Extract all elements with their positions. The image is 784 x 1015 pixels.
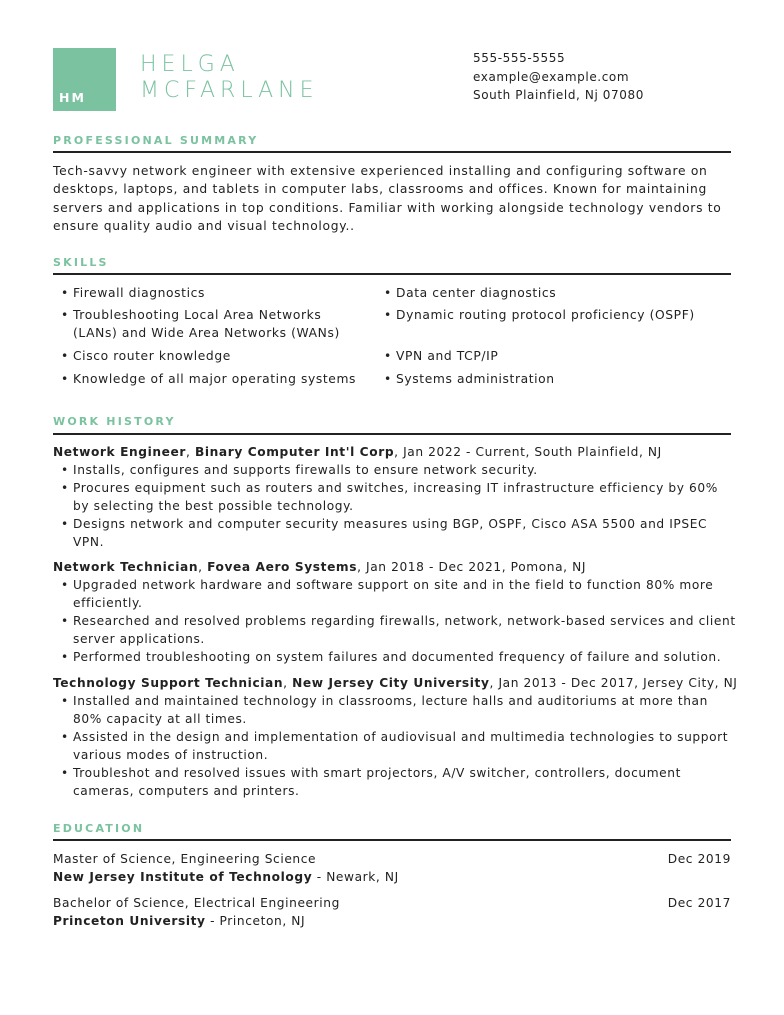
section-divider — [53, 151, 731, 153]
edu-location: - Princeton, NJ — [205, 914, 306, 928]
work-heading: WORK HISTORY — [53, 415, 176, 428]
skill-item: • Firewall diagnostics — [61, 284, 363, 302]
job-bullet: • Installs, configures and supports firewalls to ensure network security. — [61, 461, 738, 479]
job-bullet: • Installed and maintained technology in classrooms, lecture halls and auditoriums at more than 80% capacity at all times. — [61, 692, 738, 728]
education-heading: EDUCATION — [53, 822, 145, 835]
email: example@example.com — [473, 69, 630, 84]
skill-item: • Dynamic routing protocol proficiency (OSPF) — [384, 306, 736, 324]
job-title: Network Engineer — [53, 445, 187, 459]
edu-school: Princeton University — [53, 914, 206, 928]
edu-degree: Master of Science, Engineering Science — [53, 852, 317, 866]
section-divider — [53, 839, 731, 841]
job-bullet: • Designs network and computer security measures using BGP, OSPF, Cisco ASA 5500 and IPSEC VPN. — [61, 515, 738, 551]
job-header: Technology Support Technician, New Jersey City University, Jan 2013 - Dec 2017, Jersey City, NJ — [53, 676, 738, 690]
job-company: New Jersey City University — [292, 676, 490, 690]
skill-item: • Data center diagnostics — [384, 284, 736, 302]
summary-heading: PROFESSIONAL SUMMARY — [53, 134, 259, 147]
job-title: Technology Support Technician — [53, 676, 284, 690]
edu-date: Dec 2019 — [667, 852, 731, 866]
edu-school: New Jersey Institute of Technology — [53, 870, 313, 884]
job-title: Network Technician — [53, 560, 199, 574]
edu-date: Dec 2017 — [667, 896, 731, 910]
last-name: MCFARLANE — [140, 78, 319, 103]
job-bullet: • Researched and resolved problems regarding firewalls, network, network-based services and client server applications. — [61, 612, 738, 648]
skill-item: • VPN and TCP/IP — [384, 347, 736, 365]
candidate-name — [140, 52, 318, 104]
section-divider — [53, 273, 731, 275]
edu-location: - Newark, NJ — [312, 870, 399, 884]
job-company: Fovea Aero Systems — [207, 560, 358, 574]
edu-school-line — [53, 868, 399, 886]
summary-text: Tech-savvy network engineer with extensive experienced installing and configuring software on desktops, laptops, and tablets in computer labs, classrooms and offices. Known for maintaining servers and applications in top conditions. Familiar with working alongside technology vendors to ensure quality audio and visual technology.. — [53, 164, 722, 233]
skill-item: • Systems administration — [384, 370, 736, 388]
job-bullet: • Troubleshot and resolved issues with smart projectors, A/V switcher, controllers, document cameras, computers and printers. — [61, 764, 738, 800]
job-company: Binary Computer Int'l Corp — [194, 445, 395, 459]
job-bullet: • Upgraded network hardware and software support on site and in the field to function 80% more efficiently. — [61, 576, 738, 612]
first-name: HELGA — [140, 52, 240, 77]
skills-heading: SKILLS — [53, 256, 109, 269]
monogram-initials: HM — [59, 90, 86, 105]
skill-item: • Troubleshooting Local Area Networks (LANs) and Wide Area Networks (WANs) — [61, 306, 363, 342]
address: South Plainfield, Nj 07080 — [473, 88, 644, 102]
job-bullet: • Procures equipment such as routers and switches, increasing IT infrastructure efficiency by 60% by selecting the best possible technology. — [61, 479, 738, 515]
job-details: , Jan 2018 - Dec 2021, Pomona, NJ — [357, 560, 587, 574]
job-details: , Jan 2013 - Dec 2017, Jersey City, NJ — [489, 676, 738, 690]
job-details: , Jan 2022 - Current, South Plainfield, NJ — [394, 445, 662, 459]
job-header: Network Engineer, Binary Computer Int'l Corp, Jan 2022 - Current, South Plainfield, NJ — [53, 445, 662, 459]
section-divider — [53, 433, 731, 435]
contact-info — [473, 49, 644, 105]
job-bullet: • Performed troubleshooting on system failures and documented frequency of failure and solution. — [61, 648, 738, 666]
job-bullet: • Assisted in the design and implementation of audiovisual and multimedia technologies to support various modes of instruction. — [61, 728, 738, 764]
monogram-logo — [53, 48, 116, 111]
edu-school-line — [53, 912, 305, 930]
job-header: Network Technician, Fovea Aero Systems, Jan 2018 - Dec 2021, Pomona, NJ — [53, 560, 587, 574]
phone: 555-555-5555 — [473, 51, 566, 65]
edu-degree: Bachelor of Science, Electrical Engineering — [53, 896, 340, 910]
skill-item: • Cisco router knowledge — [61, 347, 363, 365]
skill-item: • Knowledge of all major operating systems — [61, 370, 373, 388]
